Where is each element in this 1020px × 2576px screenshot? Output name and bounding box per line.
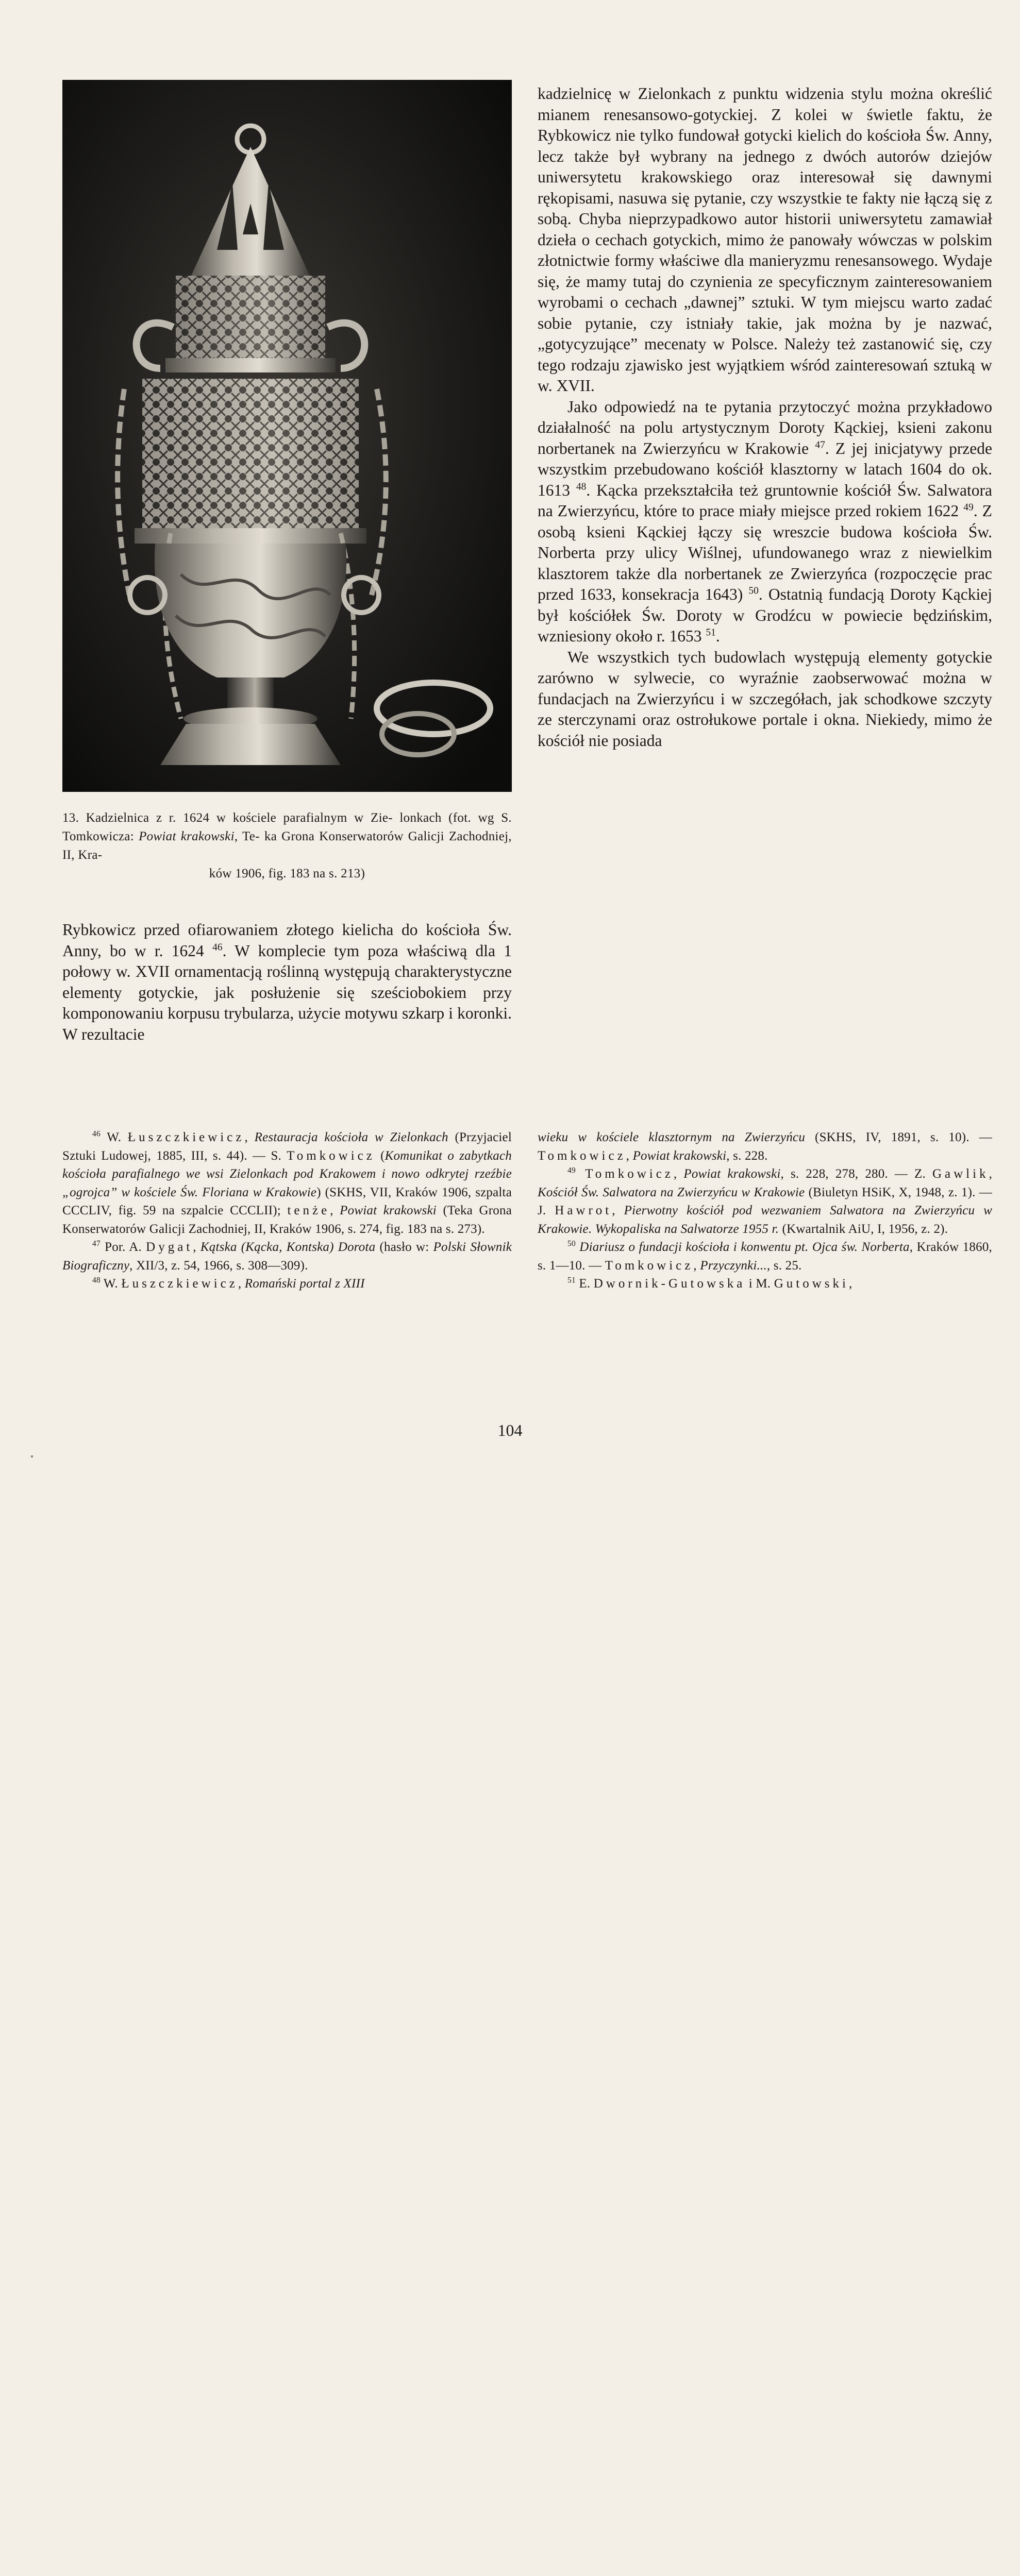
body-paragraph: kadzielnicę w Zielonkach z punktu widzenia stylu można określić mianem renesansowo-gotyckiej. Z kolei w świetle faktu, że Rybkowicz nie tylko fundował gotycki kielich do kościoła Św. Anny, lecz także był wybrany na jednego z dwóch autorów dziejów uniwersytetu krakowskiego oraz interesował się dawnymi rękopisami, nasuwa się pytanie, czy wszystkie te fakty nie łączą się z sobą. Chyba nieprzypadkowo autor historii uniwersytetu zamawiał dzieła o cechach gotyckich, mimo że panowały wówczas w polskim złotnictwie formy właściwe dla manieryzmu renesansowego. Wydaje się, że mamy tutaj do czynienia ze specyficznym zainteresowaniem wyrobami o cechach „dawnej” sztuki. W tym miejscu warto zadać sobie pytanie, czy istniały takie, jak można by je nazwać, „gotycyzujące” mecenaty w Polsce. Należy też zastanowić się, czy tego rodzaju zjawisko jest wyjątkiem wśród zainteresowań sztuką w w. XVII.	[538, 84, 992, 395]
text-run: (hasło w:	[375, 1240, 433, 1254]
work-title: wieku w kościele klasztornym na Zwierzyńcu	[538, 1130, 806, 1144]
footnote-number: 51	[567, 1276, 576, 1285]
figure-caption	[62, 809, 512, 883]
text-run: (Biuletyn HSiK, X, 1948, z. 1). — J.	[538, 1185, 992, 1217]
author-name: Tomkowicz	[575, 1167, 674, 1181]
body-paragraph: We wszystkich tych budowlach występują elementy gotyckie zarówno w sylwecie, co wyraźnie zaobserwować można w fundacjach na Zwierzyńcu i w szczegółach, jak schodkowe szczyty ze sterczynami oraz ostrołukowe portale i okna. Niekiedy, mimo że kościół nie posiada	[538, 648, 992, 750]
text-run: , XII/3, z. 54, 1966, s. 308—309).	[129, 1258, 308, 1273]
text-run: ,	[626, 1148, 633, 1163]
text-run: ,	[244, 1130, 255, 1144]
text-run: . Kącka przekształciła też gruntownie kościół Św. Salwatora na Zwierzyńcu, które to prace miały miejsce przed rokiem 1622	[538, 481, 992, 520]
text-run: ,	[693, 1258, 700, 1273]
footnote-ref-48[interactable]: 48	[576, 481, 587, 492]
author-name: Łuszczkiewicz	[121, 1277, 238, 1291]
work-title: Kątska (Kącka, Kontska) Dorota	[200, 1240, 376, 1254]
work-title: Powiat krakowski	[340, 1204, 437, 1217]
text-run: ) (SKHS, VII, Kraków 1906, szpalta CCCLIV, fig. 59 na szpalcie CCCLII);	[62, 1185, 512, 1217]
text-run: Por. A.	[100, 1240, 146, 1254]
footnote-number: 49	[567, 1166, 576, 1175]
text-run: Rybkowicz przed ofiarowaniem złotego kielicha do kościoła Św. Anny, bo w r. 1624	[62, 921, 512, 960]
footnote-ref-51[interactable]: 51	[706, 627, 716, 638]
author-name: Łuszczkiewicz	[127, 1130, 245, 1144]
text-run: ,	[848, 1277, 852, 1291]
footnote-number: 48	[92, 1276, 101, 1285]
text-run: (Kwartalnik AiU, I, 1956, z. 2).	[779, 1222, 948, 1236]
footnote-46	[62, 1128, 512, 1238]
caption-line-4: ków 1906, fig. 183 na s. 213)	[209, 867, 365, 880]
footnote-51	[538, 1275, 992, 1293]
text-run: , s. 228.	[726, 1148, 768, 1163]
text-run: . Ostatnią fundacją Doroty Kąckiej był kościółek Św. Doroty w Grodźcu w powiecie będzińskim, wzniesiony około r. 1653	[538, 585, 992, 645]
author-name: Gawlik	[932, 1167, 989, 1181]
footnotes-left-column	[62, 1128, 512, 1293]
text-run: Jako odpowiedź na te pytania przytoczyć można przykładowo działalność na polu artystycznym Doroty Kąckiej, ksieni zakonu norbertanek na Zwierzyńcu w Krakowie	[538, 397, 992, 457]
work-title: Kościół Św. Salwatora na Zwierzyńcu w Krakowie	[538, 1185, 805, 1199]
author-name: Tomkowicz	[538, 1148, 626, 1163]
text-run: (Teka Grona Konserwatorów Galicji Zachodniej, II, Kraków 1906, s. 274, fig. 183 na s. 273).	[62, 1204, 512, 1236]
text-run: ,	[612, 1204, 624, 1217]
text-run: (SKHS, IV, 1891, s. 10). —	[805, 1130, 992, 1144]
text-run: . W komplecie tym poza właściwą dla 1 połowy w. XVII ornamentacją roślinną występują charakterystyczne elementy gotyckie, jak posłużenie się sześciobokiem przy komponowaniu korpusu trybularza, użycie motywu szkarp i koronki. W rezultacie	[62, 941, 512, 1043]
work-title: Komunikat o zabytkach kościoła parafialnego we wsi Zielonkach pod Krakowem i nowo odkrytej rzeźbie „ogrojca” w kościele Św. Floriana w Krakowie	[62, 1148, 512, 1199]
text-run: . Z jej inicjatywy przede wszystkim przebudowano kościół klasztorny w latach 1604 do ok. 1613	[538, 439, 993, 499]
author-name: Tomkowicz	[287, 1148, 375, 1163]
text-run: , Kraków 1860, s. 1—10. —	[538, 1240, 992, 1273]
text-run: (Przyjaciel Sztuki Ludowej, 1885, III, s. 44). — S.	[62, 1130, 512, 1163]
footnote-50	[538, 1238, 992, 1275]
text-run: (	[375, 1148, 385, 1163]
body-paragraph	[62, 920, 512, 1045]
scan-speck	[31, 1455, 33, 1458]
text-run: ,	[330, 1204, 340, 1217]
footnote-48	[62, 1275, 512, 1293]
author-name: tenże	[287, 1204, 330, 1217]
caption-line-2-end: , Te-	[234, 829, 260, 843]
footnote-49	[538, 1165, 992, 1238]
text-run: ,	[238, 1277, 245, 1291]
work-title: Romański portal z XIII	[244, 1277, 365, 1291]
work-title: Przyczynki...	[700, 1258, 767, 1273]
footnote-48-continued	[538, 1128, 992, 1165]
caption-line-3: ka Grona Konserwatorów Galicji Zachodniej, II, Kra-	[62, 829, 512, 862]
text-run: W.	[100, 1277, 122, 1291]
text-run: , s. 228, 278, 280. — Z.	[780, 1167, 932, 1181]
text-run: ,	[989, 1167, 993, 1181]
work-title: Powiat krakowski	[632, 1148, 727, 1163]
author-name: Dwornik-Gutowska	[593, 1277, 746, 1291]
author-name: Gutowski	[774, 1277, 849, 1291]
body-text-left-column	[62, 920, 512, 1045]
footnote-ref-50[interactable]: 50	[748, 585, 759, 597]
text-run: , s. 25.	[766, 1258, 802, 1273]
text-run: E.	[575, 1277, 594, 1291]
work-title: Restauracja kościoła w Zielonkach	[254, 1130, 448, 1144]
digitization-footer	[0, 1479, 1020, 1568]
author-name: Dygat	[146, 1240, 193, 1254]
text-run: ,	[673, 1167, 684, 1181]
text-run: W.	[100, 1130, 128, 1144]
footnotes-right-column	[538, 1128, 992, 1293]
text-run: .	[715, 627, 720, 645]
text-run: . Z osobą ksieni Kąckiej łączy się wreszcie budowa kościoła Św. Norberta przy ulicy Wiślnej, ufundowanego wraz z niewielkim klasztorem także dla norbertanek ze Zwierzyńca (rozpoczęcie prac przed 1633, konsekracja 1643)	[538, 502, 993, 603]
author-name: Hawrot	[555, 1204, 612, 1217]
work-title: Pierwotny kościół pod wezwaniem Salwatora na Zwierzyńcu w Krakowie. Wykopaliska na Salwatorze 1955 r.	[538, 1204, 992, 1236]
footnote-number: 46	[92, 1129, 101, 1139]
author-name: Tomkowicz	[605, 1258, 694, 1273]
censer-photograph	[62, 80, 512, 792]
caption-source-title: Powiat krakowski	[139, 829, 235, 843]
footnote-47	[62, 1238, 512, 1275]
footnote-ref-47[interactable]: 47	[815, 439, 825, 450]
caption-line-2: lonkach (fot. wg S. Tomkowicza:	[62, 811, 512, 843]
footnote-ref-46[interactable]: 46	[212, 942, 223, 953]
body-paragraph	[538, 397, 992, 647]
body-text-right-column	[538, 83, 992, 751]
work-title: Diariusz o fundacji kościoła i konwentu pt. Ojca św. Norberta	[575, 1240, 910, 1254]
text-run: ,	[193, 1240, 200, 1254]
work-title: Powiat krakowski	[683, 1167, 781, 1181]
caption-line-1: 13. Kadzielnica z r. 1624 w kościele parafialnym w Zie-	[62, 811, 393, 825]
work-title: Polski Słownik Biograficzny	[62, 1240, 512, 1273]
footnote-ref-49[interactable]: 49	[963, 502, 974, 513]
page-number: 104	[497, 1421, 523, 1439]
text-run: i M.	[745, 1277, 774, 1291]
footnote-number: 50	[567, 1239, 576, 1248]
footnote-number: 47	[92, 1239, 101, 1248]
